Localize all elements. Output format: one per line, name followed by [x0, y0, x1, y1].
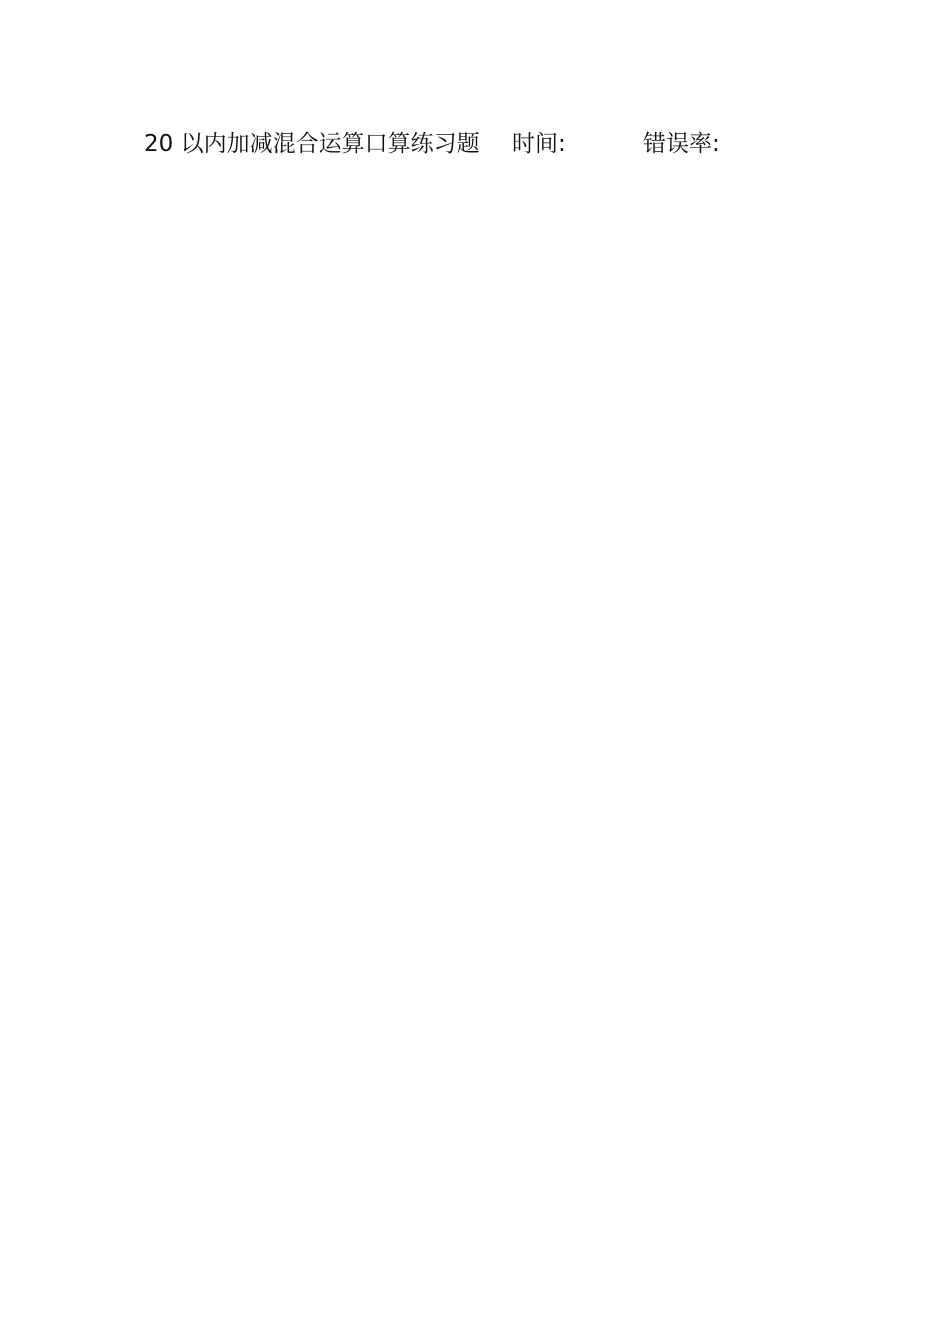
error-rate-label: 错误率:: [643, 131, 720, 157]
time-label: 时间:: [512, 131, 566, 157]
worksheet-header: [144, 125, 720, 158]
worksheet-title: 20 以内加减混合运算口算练习题: [144, 131, 480, 157]
